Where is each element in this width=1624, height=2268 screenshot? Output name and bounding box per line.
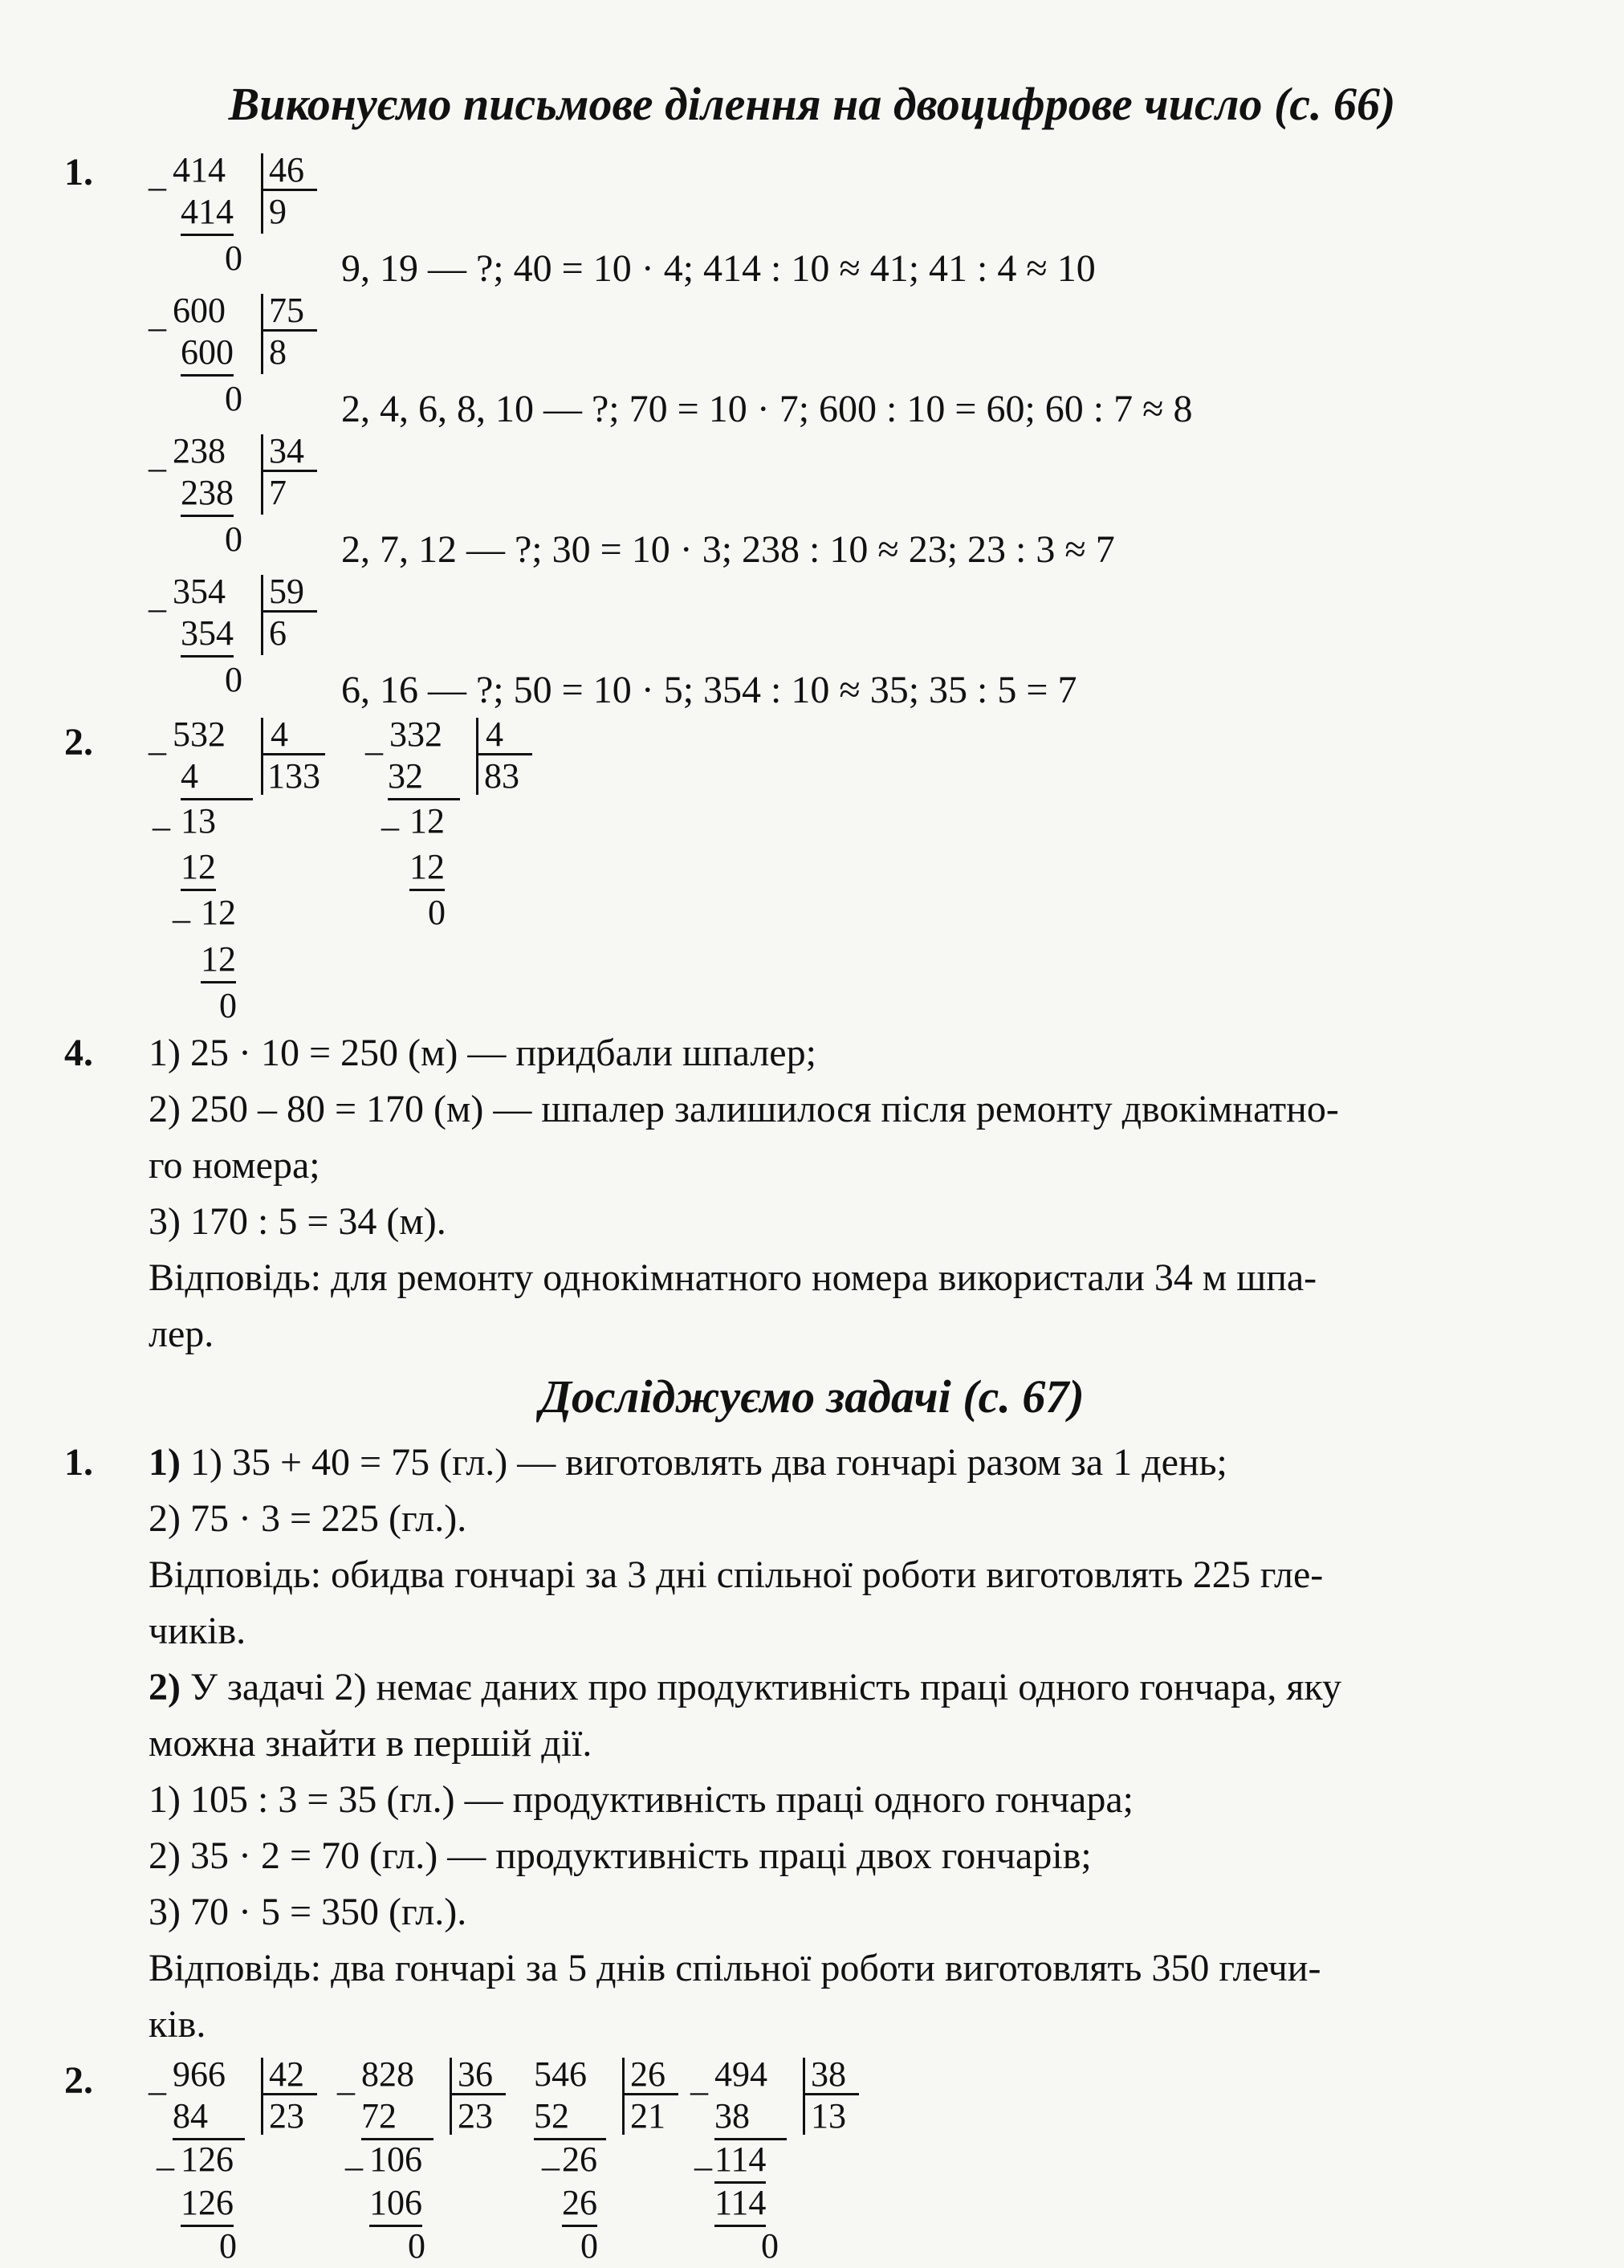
estimation-note-3: 2, 7, 12 — ?; 30 = 10 · 3; 238 : 10 ≈ 23; 23 : 3 ≈ 7 (341, 528, 1115, 571)
task4-line-4: 3) 170 : 5 = 34 (м). (149, 1200, 446, 1243)
s2-task2-number: 2. (64, 2059, 93, 2102)
task1-number: 1. (64, 151, 93, 193)
s2-task1-part2-line-4: 3) 70 · 5 = 350 (гл.). (149, 1891, 467, 1933)
s2-task1-answer-2-cont: ків. (149, 2003, 206, 2046)
remainder: 0 (225, 238, 242, 278)
task4-answer: Відповідь: для ремонту однокімнатного номера використали 34 м шпа- (149, 1256, 1317, 1299)
step: 72 (361, 2095, 433, 2140)
dividend: 354 (173, 572, 226, 611)
step: 38 (714, 2095, 787, 2140)
dividend: 332 (389, 715, 442, 754)
section2-heading: Досліджуємо задачі (с. 67) (539, 1370, 1085, 1423)
divisor: 42 (269, 2054, 304, 2094)
quotient: 8 (269, 332, 287, 372)
step: 84 (173, 2095, 245, 2140)
dividend: 546 (534, 2054, 587, 2094)
task2-number: 2. (64, 721, 93, 763)
step: 106 (369, 2140, 422, 2179)
divisor: 4 (271, 715, 288, 754)
step: 0 (761, 2226, 779, 2266)
estimation-note-4: 6, 16 — ?; 50 = 10 · 5; 354 : 10 ≈ 35; 35 : 5 = 7 (341, 669, 1077, 711)
remainder: 0 (225, 660, 242, 699)
quotient: 9 (269, 192, 287, 231)
remainder: 0 (225, 379, 242, 418)
subtrahend: 600 (181, 331, 234, 377)
divisor: 46 (269, 150, 304, 189)
subtrahend: 238 (181, 471, 234, 517)
step: 12 (201, 938, 236, 983)
quotient: 7 (269, 473, 287, 512)
divisor: 59 (269, 572, 304, 611)
s2-task1-answer-1-cont: чиків. (149, 1610, 246, 1652)
step: 126 (181, 2181, 234, 2227)
step: 12 (409, 845, 445, 891)
quotient: 133 (267, 756, 320, 796)
step: 114 (714, 2138, 766, 2184)
step: 32 (388, 755, 460, 800)
estimation-note-2: 2, 4, 6, 8, 10 — ?; 70 = 10 · 7; 600 : 10 = 60; 60 : 7 ≈ 8 (341, 388, 1193, 430)
dividend: 828 (361, 2054, 414, 2094)
quotient: 23 (269, 2096, 304, 2136)
divisor: 34 (269, 431, 304, 470)
quotient: 21 (630, 2096, 665, 2136)
step: 13 (181, 801, 216, 841)
dividend: 532 (173, 715, 226, 754)
step: 4 (181, 755, 253, 800)
estimation-note-1: 9, 19 — ?; 40 = 10 · 4; 414 : 10 ≈ 41; 41 : 4 ≈ 10 (341, 247, 1096, 290)
step: 0 (428, 893, 446, 932)
step: 26 (562, 2140, 597, 2179)
step: 106 (369, 2181, 422, 2227)
textbook-page: Виконуємо письмове ділення на двоцифрове число (с. 66) 1. _ 414 46 414 9 0 9, 19 — ?; 40 = 10 · 4; 414 : 10 ≈ 41; 41 : 4 ≈ 10 _ 600 75 600 8 0 2, 4, 6, 8, 10 — ?; 70 = 10 · 7; 600 : 10 = 60; 60 : 7 ≈ 8 _ 238 34 238 7 0 2, 7, 12 — ?; 30 = 10 · 3; 238 : 10 ≈ 23; 23 : 3 ≈ 7 _ 354 59 354 6 0 6, 16 — ?; 50 = 10 · 5; 354 : 10 ≈ 35; 35 : 5 = 7 2. _ 532 4 133 4 _ 13 12 _ 12 12 0 _ 332 4 83 32 _ 12 12 0 4. 1) 25 · 10 = 250 (м) — придбали шпалер; 2) 250 – 80 = 170 (м) — шпалер залишилося після ремонту двокімнатно- го номера; 3) 170 : 5 = 34 (м). Відповідь: для ремонту однокімнатного номера використали 34 м шпа- лер. Досліджуємо задачі (с. 67) 1. 1) 1) 35 + 40 = 75 (гл.) — виготовлять два гончарі разом за 1 день; 2) 75 · 3 = 225 (гл.). Відповідь: обидва гончарі за 3 дні спільної роботи виготовлять 225 гле- чиків. 2) У задачі 2) немає даних про продуктивність праці одного гончара, яку можна знайти в першій дії. 1) 105 : 3 = 35 (гл.) — продуктивність праці одного гончара; 2) 35 · 2 = 70 (гл.) — продуктивність праці двох гончарів; 3) 70 · 5 = 350 (гл.). Відповідь: два гончарі за 5 днів спільної роботи виготовлять 350 глечи- ків. 2. _ 966 42 23 84 _ 126 126 0 _ 828 36 23 72 _ 106 106 0 546 26 21 52 _ 26 26 0 _ 494 38 13 38 _ 114 114 0 (0, 0, 1624, 2258)
step: 126 (181, 2140, 234, 2179)
remainder: 0 (225, 519, 242, 559)
divisor: 38 (811, 2054, 846, 2094)
step: 52 (534, 2095, 606, 2140)
s2-task1-part2-intro: 2) У задачі 2) немає даних про продуктивність праці одного гончара, яку (149, 1666, 1342, 1708)
dividend: 966 (173, 2054, 226, 2094)
divisor: 75 (269, 291, 304, 330)
step: 12 (201, 893, 236, 932)
quotient: 83 (484, 756, 519, 796)
step: 0 (408, 2226, 425, 2266)
quotient: 6 (269, 613, 287, 653)
task4-line-1: 1) 25 · 10 = 250 (м) — придбали шпалер; (149, 1032, 816, 1074)
s2-task1-answer-2: Відповідь: два гончарі за 5 днів спільної роботи виготовлять 350 глечи- (149, 1947, 1321, 1989)
step: 114 (714, 2181, 766, 2227)
dividend: 494 (714, 2054, 767, 2094)
step: 0 (219, 986, 237, 1025)
dividend: 600 (173, 291, 226, 330)
divisor: 26 (630, 2054, 665, 2094)
task4-number: 4. (64, 1032, 93, 1074)
s2-task1-line-1: 1) 1) 35 + 40 = 75 (гл.) — виготовлять два гончарі разом за 1 день; (149, 1441, 1227, 1484)
dividend: 414 (173, 150, 226, 189)
divisor: 4 (486, 715, 503, 754)
section1-heading: Виконуємо письмове ділення на двоцифрове число (с. 66) (228, 78, 1396, 130)
s2-task1-part2-line-2: 1) 105 : 3 = 35 (гл.) — продуктивність праці одного гончара; (149, 1778, 1134, 1821)
task4-line-3: го номера; (149, 1144, 320, 1187)
s2-task1-number: 1. (64, 1441, 93, 1484)
step: 0 (580, 2226, 598, 2266)
quotient: 13 (811, 2096, 846, 2136)
step: 0 (219, 2226, 237, 2266)
divisor: 36 (458, 2054, 493, 2094)
step: 12 (409, 801, 445, 841)
s2-task1-part2-line-3: 2) 35 · 2 = 70 (гл.) — продуктивність праці двох гончарів; (149, 1834, 1092, 1877)
s2-task1-part2-line-1: можна знайти в першій дії. (149, 1722, 592, 1765)
s2-task1-line-2: 2) 75 · 3 = 225 (гл.). (149, 1497, 467, 1540)
task4-line-2: 2) 250 – 80 = 170 (м) — шпалер залишилося після ремонту двокімнатно- (149, 1088, 1339, 1130)
step: 12 (181, 845, 216, 891)
task4-answer-cont: лер. (149, 1313, 214, 1355)
quotient: 23 (458, 2096, 493, 2136)
dividend: 238 (173, 431, 226, 470)
s2-task1-answer-1: Відповідь: обидва гончарі за 3 дні спільної роботи виготовлять 225 гле- (149, 1553, 1324, 1596)
subtrahend: 414 (181, 190, 234, 236)
step: 26 (562, 2181, 597, 2227)
subtrahend: 354 (181, 612, 234, 658)
